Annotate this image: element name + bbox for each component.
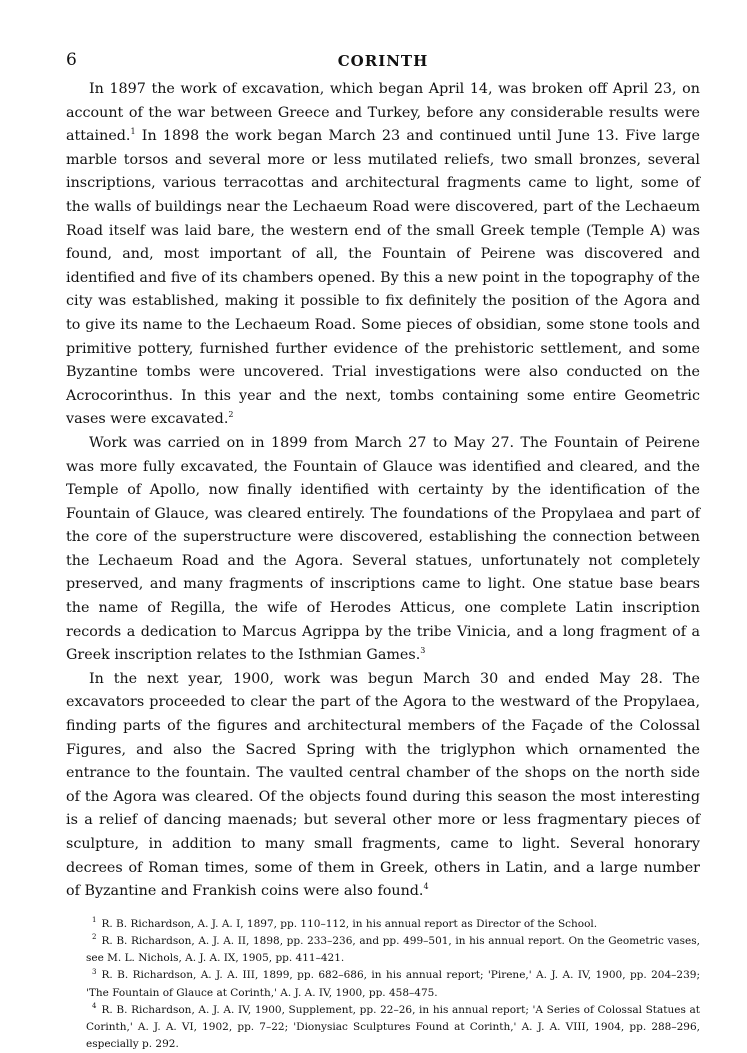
footnote-ref: 4 (423, 882, 429, 892)
footnote (86, 1002, 700, 1053)
paragraph (66, 78, 700, 432)
footnote-text: R. B. Richardson, A. J. A. III, 1899, pp. 682–686, in his annual report; 'Pirene,' A. J. A. IV, 1900, pp. 204–239; 'The Fountain of Glauce at Corinth,' A. J. A. IV, 1900, pp. 458–475. (86, 969, 700, 999)
footnote-ref: 1 (130, 127, 136, 137)
footnote-ref: 2 (228, 410, 234, 420)
paragraph-text: In 1897 the work of excavation, which began April 14, was broken off April 23, on account of the war between Greece and Turkey, before any considerable results were attained. (66, 81, 700, 145)
footnotes (66, 916, 700, 1053)
footnote-text: R. B. Richardson, A. J. A. I, 1897, pp. 110–112, in his annual report as Director of the School. (101, 917, 598, 930)
footnote-ref: 3 (420, 646, 426, 656)
footnote (86, 933, 700, 967)
page (66, 50, 700, 1053)
footnote-text: R. B. Richardson, A. J. A. II, 1898, pp. 233–236, and pp. 499–501, in his annual report. On the Geometric vases, see M. L. Nichols, A. J. A. IX, 1905, pp. 411–421. (86, 934, 700, 965)
paragraph (66, 432, 700, 668)
page-header (66, 50, 700, 78)
paragraph-text: In the next year, 1900, work was begun March 30 and ended May 28. The excavators proceeded to clear the part of the Agora to the westward of the Propylaea, finding parts of the figures and architectural members of the Façade of the Colossal Figures, and also the Sacred Spring with the triglyphon which ornamented the entrance to the fountain. The vaulted central chamber of the shops on the north side of the Agora was cleared. Of the objects found during this season the most interesting is a relief of dancing maenads; but several other more or less fragmentary pieces of sculpture, in addition to many small fragments, came to light. Several honorary decrees of Roman times, some of them in Greek, others in Latin, and a large number of Byzantine and Frankish coins were also found. (66, 670, 700, 900)
paragraph-text: In 1898 the work began March 23 and continued until June 13. Five large marble torsos and several more or less mutilated reliefs, two small bronzes, several inscriptions, various terracottas and architectural fragments came to light, some of the walls of buildings near the Lechaeum Road were discovered, part of the Lechaeum Road itself was laid bare, the western end of the small Greek temple (Temple A) was found, and, most important of all, the Fountain of Peirene was discovered and identified and five of its chambers opened. By this a new point in the topography of the city was established, making it possible to fix definitely the position of the Agora and to give its name to the Lechaeum Road. Some pieces of obsidian, some stone tools and primitive pottery, furnished further evidence of the prehistoric settlement, and some Byzantine tombs were uncovered. Trial investigations were also conducted on the Acrocorinthus. In this year and the next, tombs containing some entire Geometric vases were excavated. (66, 128, 700, 428)
footnote-number: 2 (92, 933, 97, 942)
body-text (66, 78, 700, 904)
footnote (86, 916, 700, 933)
footnote (86, 967, 700, 1001)
footnote-number: 4 (92, 1002, 97, 1011)
footnote-number: 3 (92, 967, 97, 976)
footnote-number: 1 (92, 916, 97, 925)
paragraph-text: Work was carried on in 1899 from March 27 to May 27. The Fountain of Peirene was more fully excavated, the Fountain of Glauce was identified and cleared, and the Temple of Apollo, now finally identified with certainty by the identification of the Fountain of Glauce, was cleared entirely. The foundations of the Propylaea and part of the core of the superstructure were discovered, establishing the connection between the Lechaeum Road and the Agora. Several statues, unfortunately not completely preserved, and many fragments of inscriptions came to light. One statue base bears the name of Regilla, the wife of Herodes Atticus, one complete Latin inscription records a dedication to Marcus Agrippa by the tribe Vinicia, and a long fragment of a Greek inscription relates to the Isthmian Games. (66, 434, 700, 664)
running-title: CORINTH (337, 52, 429, 70)
page-number: 6 (66, 50, 77, 70)
paragraph (66, 668, 700, 904)
footnote-text: R. B. Richardson, A. J. A. IV, 1900, Supplement, pp. 22–26, in his annual report; 'A Series of Colossal Statues at Corinth,' A. J. A. VI, 1902, pp. 7–22; 'Dionysiac Sculptures Found at Corinth,' A. J. A. VIII, 1904, pp. 288–296, especially p. 292. (86, 1003, 700, 1051)
